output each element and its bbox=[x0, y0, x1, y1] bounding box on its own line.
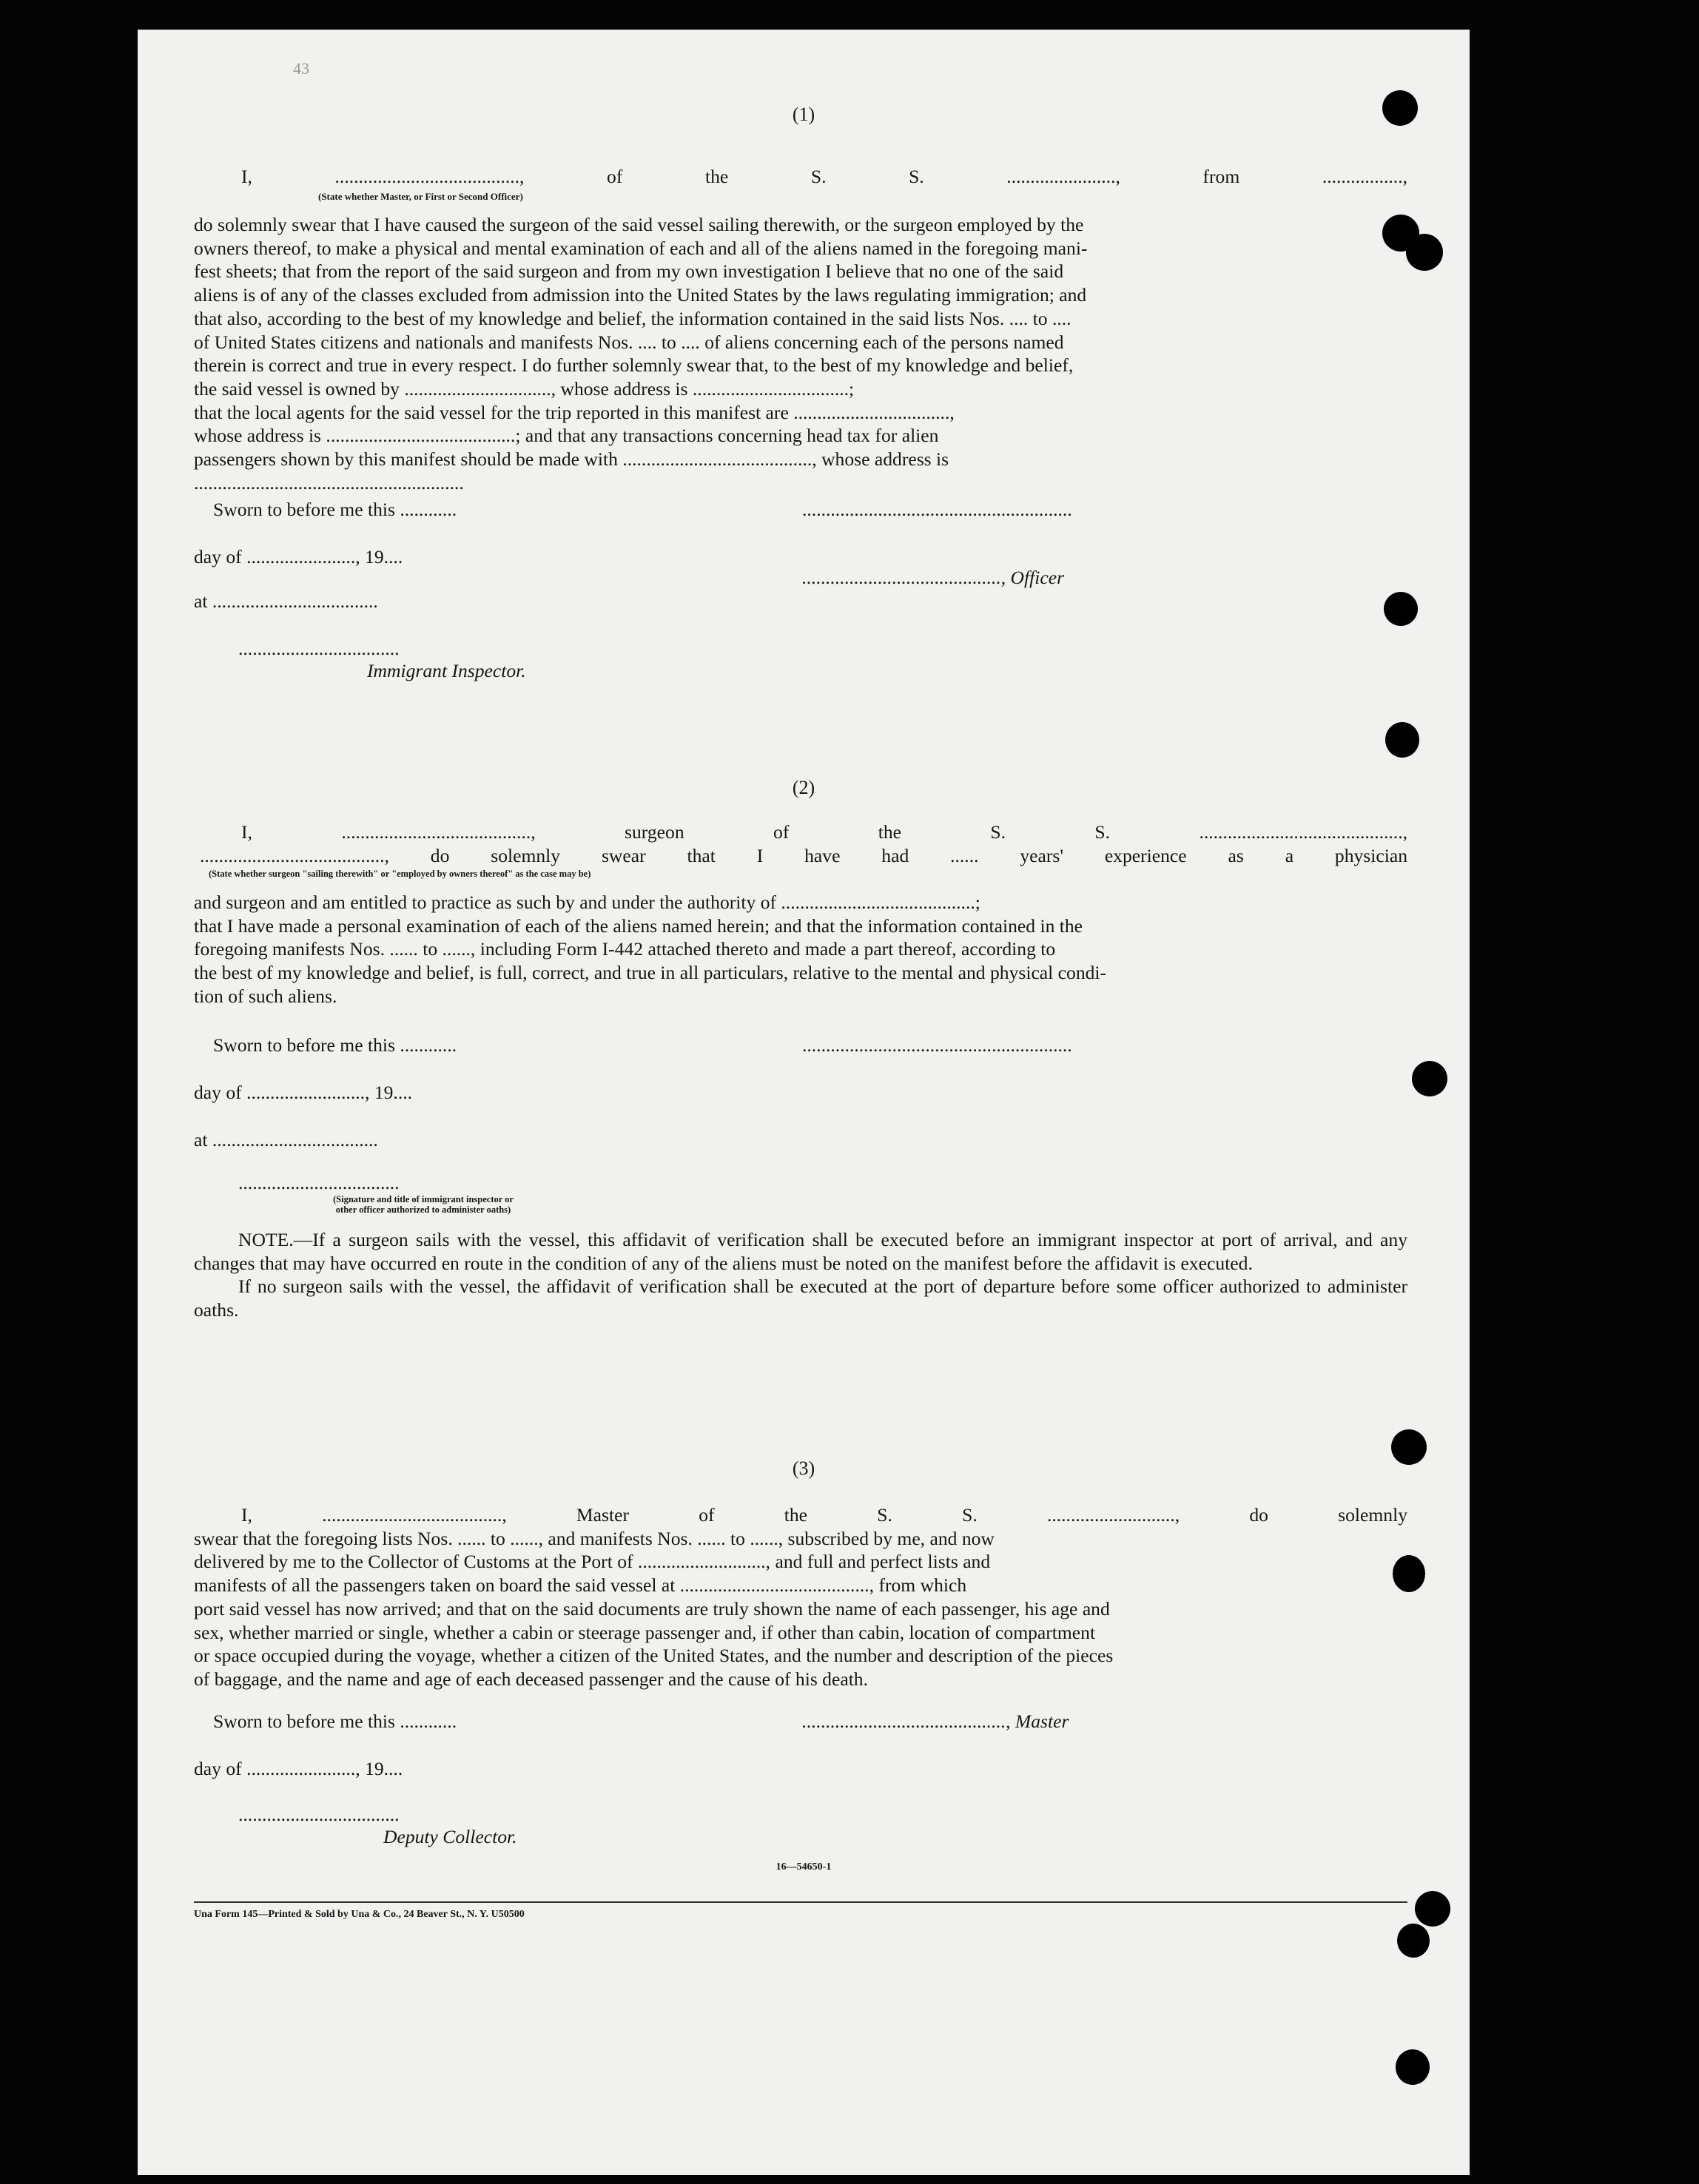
punch-hole bbox=[1397, 1924, 1430, 1958]
punch-hole bbox=[1412, 1061, 1447, 1096]
section-2-signature-hint bbox=[238, 1194, 608, 1215]
section-1-sworn-signature: ......................................................... bbox=[802, 499, 1072, 520]
section-3-collector-title: Deputy Collector. bbox=[383, 1826, 517, 1847]
section-1-inspector-title: Immigrant Inspector. bbox=[367, 660, 526, 681]
punch-hole bbox=[1393, 1555, 1425, 1592]
section-2-line: tion of such aliens. bbox=[194, 985, 337, 1007]
section-2-sworn-line: Sworn to before me this ............ bbox=[213, 1034, 457, 1056]
section-1-oath-text bbox=[194, 213, 1407, 494]
margin-pencil-mark: 43 bbox=[293, 59, 309, 78]
section-1-line: fest sheets; that from the report of the said surgeon and from my own investigation I believe that no one of the said bbox=[194, 260, 1064, 283]
section-3-master-signature: ..........................................., Master bbox=[802, 1711, 1069, 1732]
section-1-line: that also, according to the best of my knowledge and belief, the information contained in the said lists Nos. .... to .... bbox=[194, 307, 1071, 329]
section-3-line: I, ......................................, Master of the S. S. ..........................., do solemnly bbox=[241, 1504, 1407, 1526]
punch-hole bbox=[1415, 1891, 1450, 1927]
section-1-sworn-line: Sworn to before me this ............ bbox=[213, 499, 457, 520]
section-2-opening-line: I, ........................................, surgeon of the S. S. ..........................................., bbox=[241, 821, 1407, 843]
punch-hole bbox=[1384, 592, 1418, 626]
signature-hint-line: other officer authorized to administer oaths) bbox=[335, 1204, 511, 1215]
section-2-line: the best of my knowledge and belief, is full, correct, and true in all particulars, relative to the mental and physical condi- bbox=[194, 962, 1107, 984]
signature-hint-line: (Signature and title of immigrant inspector or bbox=[333, 1194, 514, 1204]
section-1-line: the said vessel is owned by ..............................., whose address is .................................; bbox=[194, 377, 855, 400]
section-1-line: passengers shown by this manifest should be made with ........................................, whose address is bbox=[194, 448, 949, 471]
note-paragraph: If no surgeon sails with the vessel, the affidavit of verification shall be executed at the port of departure before some officer authorized to administer oaths. bbox=[194, 1275, 1407, 1321]
section-1-line: ......................................................... bbox=[194, 471, 464, 493]
section-1-line: aliens is of any of the classes excluded from admission into the United States by the laws regulating immigration; and bbox=[194, 284, 1087, 306]
section-2-surgeon-hint: (State whether surgeon "sailing therewith" or "employed by owners thereof" as the case may be) bbox=[209, 869, 591, 879]
section-2-line: and surgeon and am entitled to practice as such by and under the authority of .........................................; bbox=[194, 892, 980, 913]
section-1-day-line: day of ......................., 19.... bbox=[194, 546, 403, 567]
section-3-line: or space occupied during the voyage, whether a citizen of the United States, and the number and description of the pieces bbox=[194, 1645, 1114, 1667]
section-3-heading: (3) bbox=[792, 1457, 815, 1479]
section-2-at-line: at ................................... bbox=[194, 1129, 378, 1150]
section-2-line: foregoing manifests Nos. ...... to ......, including Form I-442 attached thereto and made a part thereof, according to bbox=[194, 938, 1056, 960]
note-paragraph: NOTE.—If a surgeon sails with the vessel, this affidavit of verification shall be executed before an immigrant inspector at port of arrival, and any changes that may have occurred en route in the condition of any of the aliens must be noted on the manifest before the affidavit is executed. bbox=[194, 1229, 1407, 1274]
section-1-at-line: at ................................... bbox=[194, 590, 378, 612]
section-3-collector-signature: .................................. bbox=[238, 1804, 400, 1825]
section-1-line: that the local agents for the said vessel for the trip reported in this manifest are ................................., bbox=[194, 401, 955, 423]
section-2-heading: (2) bbox=[792, 777, 815, 798]
punch-hole bbox=[1406, 234, 1443, 271]
section-3-line: swear that the foregoing lists Nos. ...... to ......, and manifests Nos. ...... to ......, subscribed by me, and now bbox=[194, 1527, 995, 1549]
section-1-officer-signature: .........................................., Officer bbox=[802, 567, 1065, 588]
section-3-line: of baggage, and the name and age of each deceased passenger and the cause of his death. bbox=[194, 1668, 869, 1690]
section-3-line: sex, whether married or single, whether a cabin or steerage passenger and, if other than cabin, location of compartment bbox=[194, 1621, 1096, 1643]
publisher-imprint: Una Form 145—Printed & Sold by Una & Co., 24 Beaver St., N. Y. U50500 bbox=[194, 1909, 525, 1920]
section-1-inspector-signature: .................................. bbox=[238, 638, 400, 659]
section-2-note bbox=[194, 1228, 1407, 1322]
section-3-line: manifests of all the passengers taken on board the said vessel at ........................................, from which bbox=[194, 1574, 967, 1597]
section-2-inspector-signature: .................................. bbox=[238, 1172, 400, 1193]
section-3-line: delivered by me to the Collector of Customs at the Port of ..........................., and full and perfect lists and bbox=[194, 1551, 991, 1573]
section-1-line: therein is correct and true in every respect. I do further solemnly swear that, to the best of my knowledge and belief, bbox=[194, 354, 1074, 377]
punch-hole bbox=[1382, 90, 1418, 126]
section-3-sworn-line: Sworn to before me this ............ bbox=[213, 1711, 457, 1732]
section-1-line: owners thereof, to make a physical and mental examination of each and all of the aliens named in the foregoing mani- bbox=[194, 237, 1088, 259]
section-1-officer-hint: (State whether Master, or First or Second Officer) bbox=[318, 191, 523, 202]
section-2-sworn-signature: ......................................................... bbox=[802, 1034, 1072, 1056]
section-2-day-line: day of ........................., 19.... bbox=[194, 1082, 413, 1103]
punch-hole bbox=[1396, 2049, 1430, 2085]
section-2-oath-text bbox=[194, 891, 1407, 1008]
form-serial-number: 16—54650-1 bbox=[776, 1861, 832, 1873]
section-1-line: whose address is ........................................; and that any transactions concerning head tax for alien bbox=[194, 425, 939, 447]
manifest-form-sheet bbox=[138, 30, 1470, 2175]
section-2-experience-line: ......................................., do solemnly swear that I have had ...... years' experience as a physician bbox=[200, 845, 1407, 866]
section-1-heading: (1) bbox=[792, 104, 815, 125]
section-3-day-line: day of ......................., 19.... bbox=[194, 1758, 403, 1779]
footer-rule bbox=[194, 1901, 1407, 1903]
punch-hole bbox=[1391, 1429, 1427, 1465]
section-1-opening-line: I, ......................................., of the S. S. ......................., from ................., bbox=[241, 166, 1407, 187]
punch-hole bbox=[1385, 722, 1419, 758]
section-1-line: do solemnly swear that I have caused the surgeon of the said vessel sailing therewith, or the surgeon employed by the bbox=[194, 214, 1084, 235]
section-1-line: of United States citizens and nationals and manifests Nos. .... to .... of aliens concerning each of the persons named bbox=[194, 331, 1064, 353]
section-3-oath-text bbox=[194, 1503, 1407, 1691]
section-2-line: that I have made a personal examination of each of the aliens named herein; and that the information contained in the bbox=[194, 914, 1083, 937]
section-3-line: port said vessel has now arrived; and that on the said documents are truly shown the name of each passenger, his age and bbox=[194, 1597, 1110, 1620]
